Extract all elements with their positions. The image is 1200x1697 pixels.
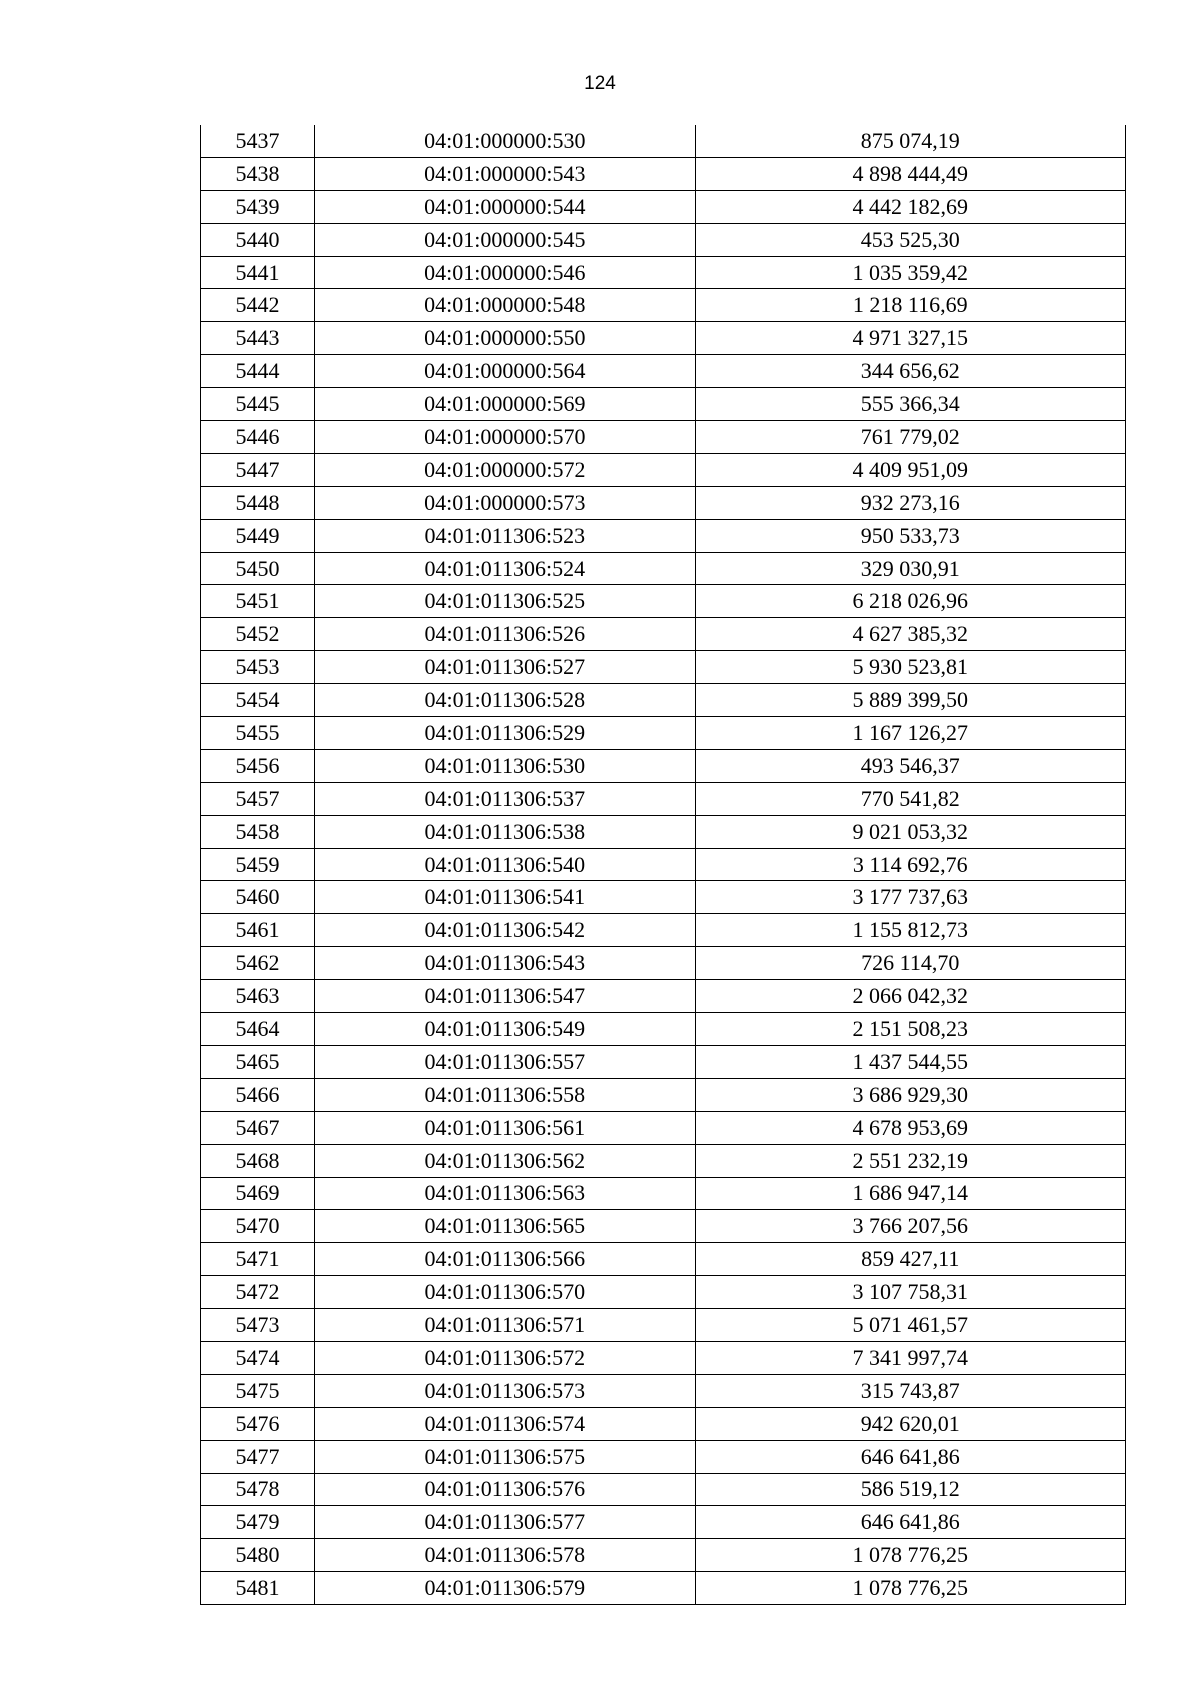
cadastral-value-cell: 646 641,86 <box>695 1506 1125 1539</box>
row-number-cell: 5476 <box>201 1407 315 1440</box>
cadastral-value-cell: 950 533,73 <box>695 519 1125 552</box>
cadastral-number-cell: 04:01:011306:526 <box>315 618 695 651</box>
cadastral-number-cell: 04:01:000000:569 <box>315 388 695 421</box>
cadastral-value-cell: 4 409 951,09 <box>695 453 1125 486</box>
table-body <box>201 125 1126 1605</box>
cadastral-number-cell: 04:01:000000:544 <box>315 190 695 223</box>
table-row <box>201 1473 1126 1506</box>
row-number-cell: 5438 <box>201 157 315 190</box>
cadastral-value-cell: 726 114,70 <box>695 947 1125 980</box>
row-number-cell: 5464 <box>201 1013 315 1046</box>
cadastral-value-cell: 3 107 758,31 <box>695 1276 1125 1309</box>
row-number-cell: 5461 <box>201 914 315 947</box>
row-number-cell: 5470 <box>201 1210 315 1243</box>
cadastral-value-cell: 6 218 026,96 <box>695 585 1125 618</box>
cadastral-number-cell: 04:01:011306:525 <box>315 585 695 618</box>
table-row <box>201 947 1126 980</box>
table-row <box>201 1309 1126 1342</box>
cadastral-value-cell: 1 155 812,73 <box>695 914 1125 947</box>
cadastral-value-cell: 932 273,16 <box>695 486 1125 519</box>
table-row <box>201 157 1126 190</box>
table-row <box>201 1341 1126 1374</box>
row-number-cell: 5468 <box>201 1144 315 1177</box>
table-row <box>201 1440 1126 1473</box>
cadastral-value-cell: 646 641,86 <box>695 1440 1125 1473</box>
cadastral-number-cell: 04:01:011306:566 <box>315 1243 695 1276</box>
cadastral-value-cell: 3 686 929,30 <box>695 1078 1125 1111</box>
cadastral-number-cell: 04:01:000000:530 <box>315 125 695 157</box>
cadastral-value-cell: 4 678 953,69 <box>695 1111 1125 1144</box>
cadastral-number-cell: 04:01:000000:564 <box>315 355 695 388</box>
cadastral-value-cell: 1 078 776,25 <box>695 1539 1125 1572</box>
cadastral-value-cell: 770 541,82 <box>695 782 1125 815</box>
row-number-cell: 5481 <box>201 1572 315 1605</box>
row-number-cell: 5437 <box>201 125 315 157</box>
cadastral-value-cell: 1 035 359,42 <box>695 256 1125 289</box>
table-row <box>201 486 1126 519</box>
cadastral-number-cell: 04:01:011306:562 <box>315 1144 695 1177</box>
table-row <box>201 223 1126 256</box>
cadastral-number-cell: 04:01:011306:573 <box>315 1374 695 1407</box>
table-row <box>201 1276 1126 1309</box>
row-number-cell: 5463 <box>201 980 315 1013</box>
cadastral-value-cell: 7 341 997,74 <box>695 1341 1125 1374</box>
table-row <box>201 914 1126 947</box>
cadastral-number-cell: 04:01:011306:529 <box>315 717 695 750</box>
cadastral-number-cell: 04:01:011306:541 <box>315 881 695 914</box>
table-row <box>201 519 1126 552</box>
row-number-cell: 5460 <box>201 881 315 914</box>
cadastral-number-cell: 04:01:011306:523 <box>315 519 695 552</box>
cadastral-value-cell: 315 743,87 <box>695 1374 1125 1407</box>
cadastral-value-cell: 4 627 385,32 <box>695 618 1125 651</box>
row-number-cell: 5474 <box>201 1341 315 1374</box>
cadastral-value-cell: 9 021 053,32 <box>695 815 1125 848</box>
table-row <box>201 1111 1126 1144</box>
cadastral-value-cell: 1 167 126,27 <box>695 717 1125 750</box>
cadastral-value-cell: 4 971 327,15 <box>695 322 1125 355</box>
row-number-cell: 5454 <box>201 684 315 717</box>
table-row <box>201 190 1126 223</box>
cadastral-number-cell: 04:01:011306:575 <box>315 1440 695 1473</box>
cadastral-value-cell: 5 071 461,57 <box>695 1309 1125 1342</box>
cadastral-number-cell: 04:01:011306:547 <box>315 980 695 1013</box>
row-number-cell: 5446 <box>201 421 315 454</box>
cadastral-number-cell: 04:01:011306:572 <box>315 1341 695 1374</box>
table-row <box>201 1506 1126 1539</box>
row-number-cell: 5451 <box>201 585 315 618</box>
row-number-cell: 5466 <box>201 1078 315 1111</box>
cadastral-number-cell: 04:01:011306:540 <box>315 848 695 881</box>
cadastral-value-cell: 1 686 947,14 <box>695 1177 1125 1210</box>
row-number-cell: 5455 <box>201 717 315 750</box>
cadastral-number-cell: 04:01:011306:574 <box>315 1407 695 1440</box>
cadastral-value-cell: 3 114 692,76 <box>695 848 1125 881</box>
cadastral-number-cell: 04:01:011306:549 <box>315 1013 695 1046</box>
cadastral-value-cell: 493 546,37 <box>695 749 1125 782</box>
row-number-cell: 5449 <box>201 519 315 552</box>
row-number-cell: 5465 <box>201 1045 315 1078</box>
row-number-cell: 5450 <box>201 552 315 585</box>
table-row <box>201 1407 1126 1440</box>
cadastral-value-cell: 2 066 042,32 <box>695 980 1125 1013</box>
cadastral-number-cell: 04:01:011306:528 <box>315 684 695 717</box>
table-row <box>201 322 1126 355</box>
cadastral-number-cell: 04:01:011306:538 <box>315 815 695 848</box>
table-row <box>201 355 1126 388</box>
cadastral-number-cell: 04:01:000000:573 <box>315 486 695 519</box>
cadastral-value-cell: 1 437 544,55 <box>695 1045 1125 1078</box>
row-number-cell: 5453 <box>201 651 315 684</box>
row-number-cell: 5459 <box>201 848 315 881</box>
cadastral-value-cell: 329 030,91 <box>695 552 1125 585</box>
cadastral-number-cell: 04:01:011306:527 <box>315 651 695 684</box>
cadastral-value-cell: 5 889 399,50 <box>695 684 1125 717</box>
table-row <box>201 815 1126 848</box>
row-number-cell: 5471 <box>201 1243 315 1276</box>
table-row <box>201 256 1126 289</box>
row-number-cell: 5443 <box>201 322 315 355</box>
cadastral-number-cell: 04:01:011306:563 <box>315 1177 695 1210</box>
cadastral-number-cell: 04:01:011306:579 <box>315 1572 695 1605</box>
cadastral-value-cell: 344 656,62 <box>695 355 1125 388</box>
row-number-cell: 5477 <box>201 1440 315 1473</box>
cadastral-number-cell: 04:01:000000:545 <box>315 223 695 256</box>
table-row <box>201 717 1126 750</box>
row-number-cell: 5458 <box>201 815 315 848</box>
table-row <box>201 1243 1126 1276</box>
cadastral-number-cell: 04:01:000000:550 <box>315 322 695 355</box>
cadastral-value-cell: 5 930 523,81 <box>695 651 1125 684</box>
table-row <box>201 585 1126 618</box>
row-number-cell: 5447 <box>201 453 315 486</box>
table-row <box>201 1374 1126 1407</box>
row-number-cell: 5473 <box>201 1309 315 1342</box>
cadastral-number-cell: 04:01:011306:570 <box>315 1276 695 1309</box>
table-row <box>201 848 1126 881</box>
cadastral-value-cell: 4 442 182,69 <box>695 190 1125 223</box>
table-row <box>201 1177 1126 1210</box>
table-row <box>201 1539 1126 1572</box>
row-number-cell: 5480 <box>201 1539 315 1572</box>
row-number-cell: 5479 <box>201 1506 315 1539</box>
cadastral-number-cell: 04:01:011306:561 <box>315 1111 695 1144</box>
cadastral-value-cell: 1 078 776,25 <box>695 1572 1125 1605</box>
row-number-cell: 5469 <box>201 1177 315 1210</box>
page-number: 124 <box>584 73 616 94</box>
cadastral-value-cell: 1 218 116,69 <box>695 289 1125 322</box>
table-row <box>201 684 1126 717</box>
cadastral-value-cell: 859 427,11 <box>695 1243 1125 1276</box>
row-number-cell: 5478 <box>201 1473 315 1506</box>
row-number-cell: 5467 <box>201 1111 315 1144</box>
row-number-cell: 5440 <box>201 223 315 256</box>
cadastral-value-cell: 4 898 444,49 <box>695 157 1125 190</box>
table-row <box>201 782 1126 815</box>
row-number-cell: 5462 <box>201 947 315 980</box>
cadastral-value-cell: 761 779,02 <box>695 421 1125 454</box>
table-row <box>201 125 1126 157</box>
table-row <box>201 749 1126 782</box>
cadastral-number-cell: 04:01:011306:578 <box>315 1539 695 1572</box>
row-number-cell: 5475 <box>201 1374 315 1407</box>
cadastral-value-cell: 2 551 232,19 <box>695 1144 1125 1177</box>
cadastral-number-cell: 04:01:000000:546 <box>315 256 695 289</box>
row-number-cell: 5441 <box>201 256 315 289</box>
cadastral-number-cell: 04:01:011306:571 <box>315 1309 695 1342</box>
cadastral-number-cell: 04:01:011306:537 <box>315 782 695 815</box>
table-row <box>201 651 1126 684</box>
cadastral-value-table <box>200 125 1126 1605</box>
cadastral-value-cell: 453 525,30 <box>695 223 1125 256</box>
row-number-cell: 5456 <box>201 749 315 782</box>
table-row <box>201 1572 1126 1605</box>
table-row <box>201 1144 1126 1177</box>
table-row <box>201 1210 1126 1243</box>
table-row <box>201 388 1126 421</box>
table-row <box>201 980 1126 1013</box>
cadastral-number-cell: 04:01:011306:577 <box>315 1506 695 1539</box>
cadastral-number-cell: 04:01:011306:557 <box>315 1045 695 1078</box>
cadastral-number-cell: 04:01:011306:530 <box>315 749 695 782</box>
cadastral-number-cell: 04:01:011306:542 <box>315 914 695 947</box>
cadastral-number-cell: 04:01:000000:548 <box>315 289 695 322</box>
row-number-cell: 5472 <box>201 1276 315 1309</box>
cadastral-number-cell: 04:01:011306:558 <box>315 1078 695 1111</box>
cadastral-value-cell: 555 366,34 <box>695 388 1125 421</box>
table-row <box>201 1013 1126 1046</box>
cadastral-number-cell: 04:01:000000:570 <box>315 421 695 454</box>
cadastral-value-cell: 3 177 737,63 <box>695 881 1125 914</box>
cadastral-value-cell: 2 151 508,23 <box>695 1013 1125 1046</box>
row-number-cell: 5445 <box>201 388 315 421</box>
cadastral-value-cell: 942 620,01 <box>695 1407 1125 1440</box>
cadastral-number-cell: 04:01:011306:565 <box>315 1210 695 1243</box>
row-number-cell: 5439 <box>201 190 315 223</box>
table-row <box>201 881 1126 914</box>
cadastral-number-cell: 04:01:011306:543 <box>315 947 695 980</box>
row-number-cell: 5452 <box>201 618 315 651</box>
cadastral-number-cell: 04:01:011306:576 <box>315 1473 695 1506</box>
table-row <box>201 618 1126 651</box>
cadastral-number-cell: 04:01:000000:572 <box>315 453 695 486</box>
table-row <box>201 421 1126 454</box>
table-row <box>201 552 1126 585</box>
table-row <box>201 289 1126 322</box>
cadastral-value-cell: 586 519,12 <box>695 1473 1125 1506</box>
row-number-cell: 5448 <box>201 486 315 519</box>
row-number-cell: 5444 <box>201 355 315 388</box>
table-row <box>201 453 1126 486</box>
cadastral-number-cell: 04:01:011306:524 <box>315 552 695 585</box>
table-row <box>201 1078 1126 1111</box>
row-number-cell: 5457 <box>201 782 315 815</box>
row-number-cell: 5442 <box>201 289 315 322</box>
table-row <box>201 1045 1126 1078</box>
cadastral-number-cell: 04:01:000000:543 <box>315 157 695 190</box>
cadastral-value-cell: 875 074,19 <box>695 125 1125 157</box>
cadastral-value-cell: 3 766 207,56 <box>695 1210 1125 1243</box>
